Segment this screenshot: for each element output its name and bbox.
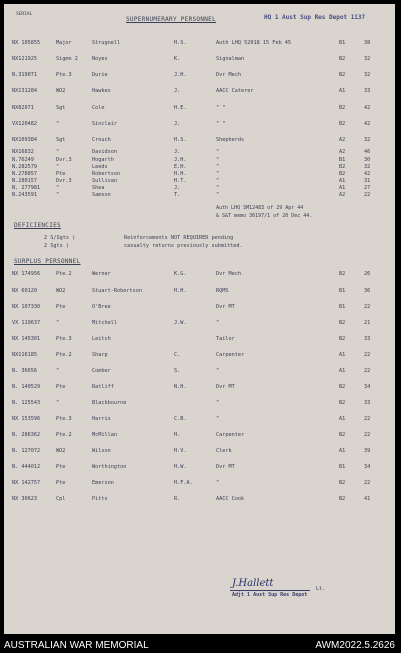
cell-age: 41: [364, 496, 371, 502]
cell-age: 22: [364, 368, 371, 374]
cell-age: 22: [364, 480, 371, 486]
cell-cls: A2: [339, 137, 346, 143]
cell-init: H.W.: [174, 464, 187, 470]
signature-suffix: Lt.: [316, 586, 326, 592]
cell-init: J.H.: [174, 72, 187, 78]
cell-remarks: " ": [216, 105, 226, 111]
table-row: [4, 432, 395, 440]
cell-remarks: ": [216, 400, 220, 406]
cell-cls: A1: [339, 368, 346, 374]
cell-init: H.H.: [174, 171, 187, 177]
cell-remarks: RQMS: [216, 288, 229, 294]
cell-name: Worthington: [92, 464, 127, 470]
cell-no: NX 107330: [12, 304, 41, 310]
cell-no: N. 277981: [12, 185, 41, 191]
table-row: [4, 40, 395, 48]
table-row: [4, 336, 395, 344]
deficiency-qty-2: 2 Sgts ): [44, 243, 69, 249]
cell-name: Hogarth: [92, 157, 114, 163]
cell-remarks: ": [216, 368, 220, 374]
cell-rank: ": [56, 164, 60, 170]
cell-init: H.F.A.: [174, 480, 193, 486]
cell-rank: Pte.3: [56, 72, 72, 78]
cell-age: 21: [364, 320, 371, 326]
document-title: SUPERNUMERARY PERSONNEL: [126, 16, 216, 23]
auth-note-2: & S&T memo 36197/1 of 20 Dec 44.: [216, 213, 313, 219]
cell-remarks: Dvr MT: [216, 384, 235, 390]
cell-remarks: Signalman: [216, 56, 245, 62]
cell-remarks: Dvr MT: [216, 304, 235, 310]
cell-init: S.: [174, 368, 181, 374]
cell-init: J.W.: [174, 320, 187, 326]
cell-remarks: ": [216, 320, 220, 326]
cell-init: H.V.: [174, 448, 187, 454]
cell-rank: Dvr.3: [56, 157, 72, 163]
cell-init: J.: [174, 185, 181, 191]
cell-name: Noyes: [92, 56, 108, 62]
cell-remarks: Tailor: [216, 336, 235, 342]
table-row: [4, 384, 395, 392]
table-row: [4, 352, 395, 360]
cell-age: 22: [364, 192, 371, 198]
cell-cls: A2: [339, 149, 346, 155]
cell-age: 33: [364, 88, 371, 94]
cell-name: Shea: [92, 185, 105, 191]
cell-age: 34: [364, 384, 371, 390]
cell-cls: A1: [339, 448, 346, 454]
cell-init: J.: [174, 149, 181, 155]
cell-remarks: ": [216, 480, 220, 486]
table-row: [4, 480, 395, 488]
cell-init: J.: [174, 88, 181, 94]
cell-rank: Cpl: [56, 496, 66, 502]
cell-rank: Pte: [56, 464, 66, 470]
cell-name: Wilson: [92, 448, 111, 454]
cell-cls: B2: [339, 480, 346, 486]
cell-name: Sharp: [92, 352, 108, 358]
cell-age: 32: [364, 137, 371, 143]
cell-age: 32: [364, 164, 371, 170]
unit-stamp: HQ 1 Aust Sup Res Depot 1137: [264, 14, 366, 21]
cell-name: Pitts: [92, 496, 108, 502]
cell-name: Mitchell: [92, 320, 117, 326]
cell-remarks: ": [216, 416, 220, 422]
cell-init: C.: [174, 352, 181, 358]
cell-init: H.H.: [174, 288, 187, 294]
cell-rank: Pte.2: [56, 271, 72, 277]
footer-archive-name: AUSTRALIAN WAR MEMORIAL: [4, 640, 149, 651]
cell-init: K.: [174, 56, 181, 62]
cell-init: N.H.: [174, 384, 187, 390]
signature-title: Adjt 1 Aust Sup Res Depot: [232, 592, 308, 598]
cell-cls: A2: [339, 192, 346, 198]
cell-init: H.: [174, 432, 181, 438]
cell-no: NX 142757: [12, 480, 41, 486]
cell-cls: B2: [339, 164, 346, 170]
cell-cls: B2: [339, 496, 346, 502]
cell-rank: Major: [56, 40, 72, 46]
cell-remarks: " ": [216, 121, 226, 127]
cell-name: Blackbourne: [92, 400, 127, 406]
cell-name: Stuart-Robertson: [92, 288, 142, 294]
cell-no: N. 444012: [12, 464, 41, 470]
cell-rank: Sgt: [56, 137, 66, 143]
cell-name: Leitch: [92, 336, 111, 342]
cell-name: Robertson: [92, 171, 121, 177]
cell-age: 42: [364, 121, 371, 127]
cell-remarks: ": [216, 171, 220, 177]
cell-remarks: Carpenter: [216, 352, 245, 358]
surplus-heading: SURPLUS PERSONNEL: [14, 258, 81, 265]
cell-rank: Pte.2: [56, 352, 72, 358]
cell-rank: ": [56, 368, 60, 374]
table-row: [4, 137, 395, 145]
cell-init: J.: [174, 121, 181, 127]
cell-rank: Dvr.3: [56, 178, 72, 184]
cell-no: N.319071: [12, 72, 37, 78]
table-row: [4, 149, 395, 157]
document-sheet: [4, 4, 395, 634]
deficiency-remark-1: Reinforcements NOT REQUIRED pending: [124, 235, 234, 241]
archive-footer: [0, 637, 401, 653]
cell-no: N.280157: [12, 178, 37, 184]
deficiencies-heading: DEFICIENCIES: [14, 222, 61, 229]
cell-no: NX16832: [12, 149, 34, 155]
cell-name: Sullivan: [92, 178, 117, 184]
table-row: [4, 271, 395, 279]
cell-age: 34: [364, 464, 371, 470]
cell-cls: B2: [339, 384, 346, 390]
cell-cls: B1: [339, 304, 346, 310]
table-row: [4, 56, 395, 64]
cell-cls: B2: [339, 320, 346, 326]
cell-name: Samson: [92, 192, 111, 198]
cell-init: K.G.: [174, 271, 187, 277]
cell-rank: WO2: [56, 448, 66, 454]
cell-no: N.76249: [12, 157, 34, 163]
cell-no: NX 30623: [12, 496, 37, 502]
cell-no: NX 105855: [12, 40, 41, 46]
cell-cls: B2: [339, 400, 346, 406]
cell-no: N.282579: [12, 164, 37, 170]
cell-rank: Pte: [56, 304, 66, 310]
table-row: [4, 304, 395, 312]
cell-age: 22: [364, 304, 371, 310]
table-row: [4, 448, 395, 456]
cell-name: Hawkes: [92, 88, 111, 94]
cell-remarks: Dvr Mech: [216, 72, 241, 78]
cell-cls: B1: [339, 288, 346, 294]
cell-remarks: ": [216, 164, 220, 170]
cell-rank: Pte.2: [56, 432, 72, 438]
table-row: [4, 416, 395, 424]
cell-age: 26: [364, 271, 371, 277]
cell-rank: ": [56, 185, 60, 191]
cell-name: Emerson: [92, 480, 114, 486]
table-row: [4, 320, 395, 328]
cell-remarks: ": [216, 185, 220, 191]
cell-name: O'Bree: [92, 304, 111, 310]
cell-name: Comber: [92, 368, 111, 374]
cell-name: Leeds: [92, 164, 108, 170]
cell-rank: ": [56, 400, 60, 406]
cell-age: 30: [364, 157, 371, 163]
cell-rank: WO2: [56, 88, 66, 94]
cell-name: Durie: [92, 72, 108, 78]
cell-name: Strugnell: [92, 40, 121, 46]
cell-age: 33: [364, 336, 371, 342]
auth-note-1: Auth LHQ SM12483 of 29 Apr 44: [216, 205, 304, 211]
cell-no: VX120482: [12, 121, 37, 127]
signature-scrawl: J.Hallett: [232, 578, 274, 589]
cell-age: 22: [364, 352, 371, 358]
cell-no: N. 140529: [12, 384, 41, 390]
footer-reference: AWM2022.5.2626: [315, 640, 395, 651]
cell-rank: Pte: [56, 171, 66, 177]
cell-cls: B2: [339, 336, 346, 342]
cell-remarks: AACC Caterer: [216, 88, 254, 94]
cell-cls: A1: [339, 352, 346, 358]
cell-cls: B1: [339, 157, 346, 163]
cell-remarks: Dvr MT: [216, 464, 235, 470]
cell-remarks: Clerk: [216, 448, 232, 454]
cell-cls: A1: [339, 178, 346, 184]
cell-age: 31: [364, 178, 371, 184]
cell-no: N. 127072: [12, 448, 41, 454]
cell-init: T.: [174, 192, 181, 198]
cell-remarks: AACC Cook: [216, 496, 245, 502]
cell-rank: Pte: [56, 480, 66, 486]
cell-age: 42: [364, 171, 371, 177]
cell-no: NX121925: [12, 56, 37, 62]
cell-age: 38: [364, 40, 371, 46]
cell-init: H.S.: [174, 137, 187, 143]
cell-remarks: ": [216, 178, 220, 184]
cell-remarks: Auth LHQ 52018 15 Feb 45: [216, 40, 291, 46]
cell-cls: B1: [339, 40, 346, 46]
cell-no: NX 60120: [12, 288, 37, 294]
cell-remarks: ": [216, 157, 220, 163]
cell-cls: B2: [339, 271, 346, 277]
cell-init: J.H.: [174, 157, 187, 163]
cell-rank: ": [56, 121, 60, 127]
cell-cls: A1: [339, 416, 346, 422]
cell-init: E.H.: [174, 164, 187, 170]
cell-init: R.: [174, 496, 181, 502]
cell-name: Ratliff: [92, 384, 114, 390]
cell-cls: B2: [339, 121, 346, 127]
cell-init: H.E.: [174, 105, 187, 111]
cell-no: NX116185: [12, 352, 37, 358]
deficiency-qty-1: 2 S/Sgts ): [44, 235, 76, 241]
cell-cls: B1: [339, 464, 346, 470]
cell-cls: B2: [339, 105, 346, 111]
cell-cls: B2: [339, 171, 346, 177]
cell-name: Harris: [92, 416, 111, 422]
header-serial: SERIAL: [16, 12, 33, 17]
table-row: [4, 400, 395, 408]
cell-remarks: ": [216, 192, 220, 198]
cell-cls: B2: [339, 432, 346, 438]
cell-age: 32: [364, 72, 371, 78]
cell-rank: WO2: [56, 288, 66, 294]
cell-init: H.S.: [174, 40, 187, 46]
cell-cls: B2: [339, 72, 346, 78]
table-row: [4, 288, 395, 296]
cell-rank: Pte.3: [56, 416, 72, 422]
cell-no: N.278857: [12, 171, 37, 177]
cell-no: N. 286362: [12, 432, 41, 438]
cell-no: NX 145301: [12, 336, 41, 342]
cell-age: 22: [364, 432, 371, 438]
table-row: [4, 496, 395, 504]
cell-age: 46: [364, 149, 371, 155]
cell-cls: B2: [339, 56, 346, 62]
cell-remarks: Dvr Mech: [216, 271, 241, 277]
cell-init: C.B.: [174, 416, 187, 422]
cell-cls: A1: [339, 185, 346, 191]
cell-no: N. 36656: [12, 368, 37, 374]
cell-rank: Pte: [56, 384, 66, 390]
cell-cls: A1: [339, 88, 346, 94]
table-row: [4, 72, 395, 80]
cell-rank: ": [56, 320, 60, 326]
cell-no: N.243591: [12, 192, 37, 198]
table-row: [4, 368, 395, 376]
cell-rank: Sgt: [56, 105, 66, 111]
cell-no: NX131284: [12, 88, 37, 94]
cell-rank: ": [56, 192, 60, 198]
cell-no: VX 119637: [12, 320, 41, 326]
cell-age: 22: [364, 416, 371, 422]
cell-name: McMillan: [92, 432, 117, 438]
cell-age: 32: [364, 56, 371, 62]
cell-name: Cole: [92, 105, 105, 111]
cell-age: 27: [364, 185, 371, 191]
signature-line: [230, 590, 310, 591]
table-row: [4, 105, 395, 113]
table-row: [4, 121, 395, 129]
cell-name: Werner: [92, 271, 111, 277]
cell-name: Davidson: [92, 149, 117, 155]
deficiency-remark-2: casualty returns previously submitted.: [124, 243, 243, 249]
cell-rank: ": [56, 149, 60, 155]
cell-age: 42: [364, 105, 371, 111]
cell-age: 33: [364, 400, 371, 406]
cell-no: NX 153596: [12, 416, 41, 422]
table-row: [4, 192, 395, 200]
cell-age: 39: [364, 448, 371, 454]
cell-init: H.T.: [174, 178, 187, 184]
cell-name: Crouch: [92, 137, 111, 143]
cell-name: Sinclair: [92, 121, 117, 127]
cell-rank: Sigmn 2: [56, 56, 78, 62]
cell-remarks: ": [216, 149, 220, 155]
cell-no: N. 125543: [12, 400, 41, 406]
cell-no: NX109384: [12, 137, 37, 143]
cell-no: NX 174956: [12, 271, 41, 277]
table-row: [4, 464, 395, 472]
cell-remarks: Shepherds: [216, 137, 245, 143]
cell-age: 36: [364, 288, 371, 294]
cell-remarks: Carpenter: [216, 432, 245, 438]
cell-no: NX82071: [12, 105, 34, 111]
cell-rank: Pte.3: [56, 336, 72, 342]
table-row: [4, 88, 395, 96]
